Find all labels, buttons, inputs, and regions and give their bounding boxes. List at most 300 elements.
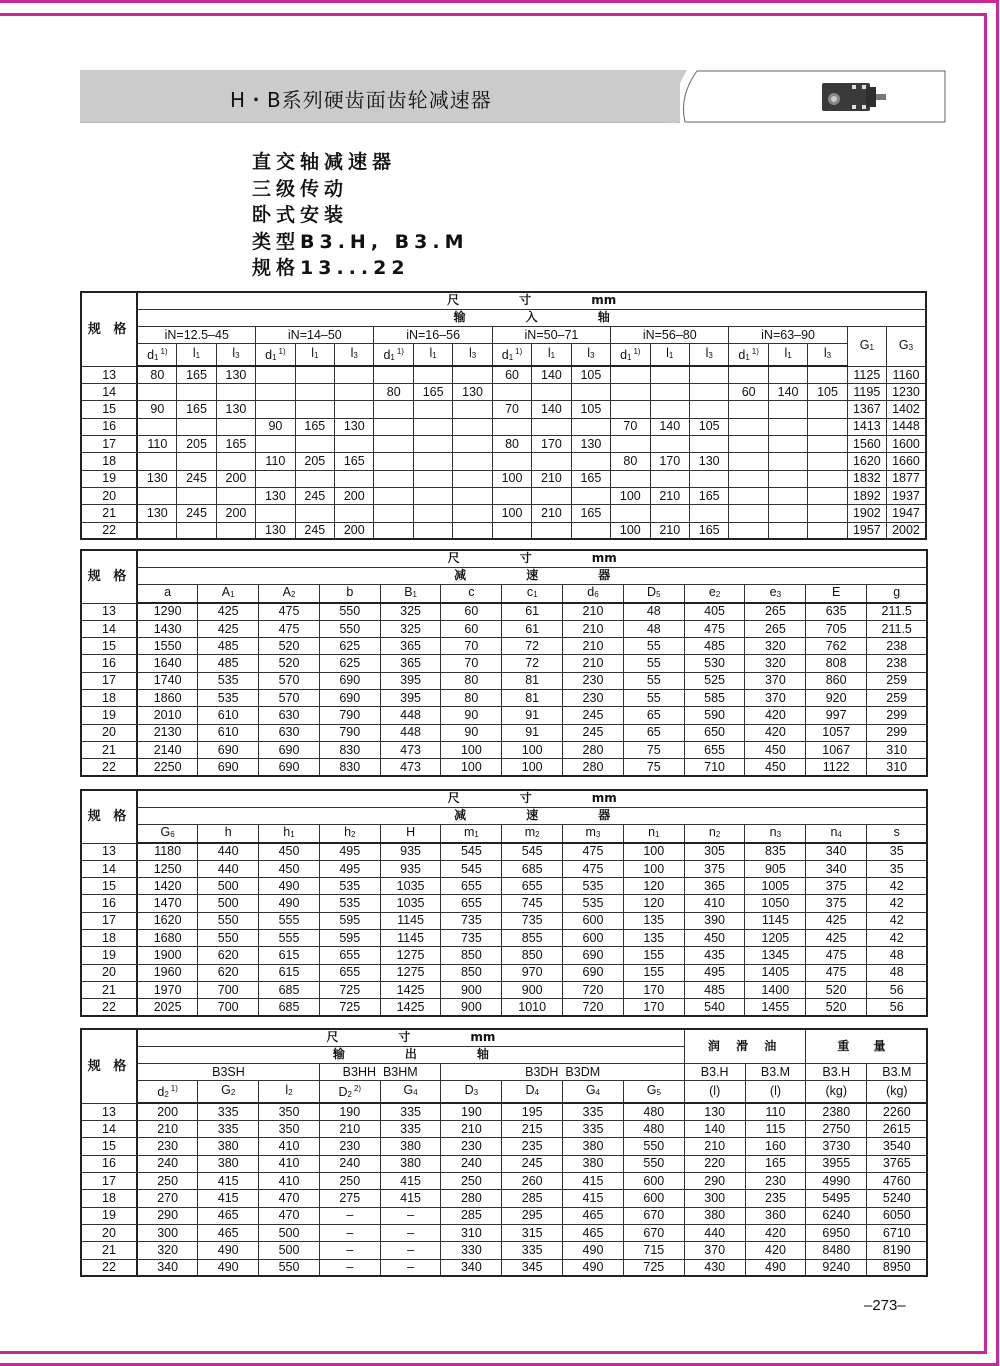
- table-cell: 380: [380, 1155, 441, 1172]
- table-cell: 140: [532, 401, 571, 418]
- table-cell: [768, 436, 807, 453]
- table-cell: 535: [319, 878, 380, 895]
- column-header: [623, 1081, 684, 1104]
- table-cell: 110: [745, 1103, 806, 1120]
- table-cell: 100: [441, 741, 502, 758]
- table-cell: 535: [198, 690, 259, 707]
- table-cell: 375: [806, 895, 867, 912]
- table-cell: 230: [319, 1138, 380, 1155]
- column-symbol: l: [547, 346, 551, 361]
- column-symbol: D: [338, 1085, 348, 1100]
- table-cell: 100: [611, 487, 650, 504]
- table-cell: 1560: [847, 436, 886, 453]
- table-cell: 425: [198, 603, 259, 620]
- table-cell: [216, 418, 255, 435]
- table-cell: 1290: [137, 603, 198, 620]
- column-subscript: 2: [347, 1090, 352, 1100]
- table-cell: 210: [137, 1121, 198, 1138]
- footnote-marker: 1): [278, 347, 286, 357]
- table-row: [81, 1190, 927, 1207]
- column-subscript: 3: [353, 351, 358, 361]
- table-cell: 395: [380, 672, 441, 689]
- table-cell: 410: [259, 1155, 320, 1172]
- table-cell: 415: [563, 1190, 624, 1207]
- column-header: [259, 1081, 320, 1104]
- table-cell: 230: [745, 1173, 806, 1190]
- column-symbol: l: [285, 1083, 289, 1098]
- table-cell: 81: [502, 672, 563, 689]
- table-cell: 310: [867, 741, 928, 758]
- table-cell: 70: [611, 418, 650, 435]
- column-header: [380, 585, 441, 604]
- column-symbol: l: [705, 346, 709, 361]
- table-cell: 6050: [867, 1207, 928, 1224]
- column-subscript: 1: [313, 351, 319, 361]
- table-row: [81, 1207, 927, 1224]
- table-cell: [413, 487, 452, 504]
- table-cell: 1970: [137, 981, 198, 998]
- table-cell: [374, 522, 413, 539]
- table-cell: 630: [259, 724, 320, 741]
- column-subscript: 1: [655, 830, 660, 840]
- column-subscript: 1: [787, 351, 792, 361]
- table-cell: 655: [441, 878, 502, 895]
- table-cell: [295, 384, 334, 401]
- table-cell: [137, 487, 176, 504]
- table-cell: 299: [867, 707, 928, 724]
- table-cell: 720: [563, 999, 624, 1016]
- table-cell: 535: [319, 895, 380, 912]
- table-row: [81, 522, 926, 539]
- table-cell: 390: [684, 912, 745, 929]
- column-symbol: h: [224, 825, 232, 840]
- table-cell: [768, 366, 807, 383]
- table-cell: 655: [502, 878, 563, 895]
- table-cell: 70: [492, 401, 531, 418]
- table-cell: 735: [441, 930, 502, 947]
- table-cell: 485: [198, 655, 259, 672]
- table-cell: 250: [319, 1173, 380, 1190]
- column-symbol: D: [464, 1083, 474, 1098]
- table-cell: 140: [684, 1121, 745, 1138]
- column-symbol: d: [501, 348, 509, 363]
- table-cell: 555: [259, 912, 320, 929]
- table-row: [81, 843, 927, 860]
- table-cell: 500: [259, 1242, 320, 1259]
- footnote-marker: 1): [751, 347, 759, 357]
- column-header: [502, 585, 563, 604]
- table-cell: 230: [563, 672, 624, 689]
- table-cell: 473: [380, 741, 441, 758]
- table-cell: 655: [319, 964, 380, 981]
- table-cell: 430: [684, 1259, 745, 1276]
- table-cell: 550: [198, 930, 259, 947]
- spec-header: 规 格: [81, 550, 137, 603]
- column-symbol: h: [283, 825, 291, 840]
- table-cell: 8190: [867, 1242, 928, 1259]
- column-header: [380, 825, 441, 844]
- table-cell: 211.5: [867, 620, 928, 637]
- table-cell: 850: [441, 947, 502, 964]
- table-cell: 65: [623, 724, 684, 741]
- banner-title: H・B系列硬齿面齿轮减速器: [230, 88, 492, 112]
- table-cell: 420: [745, 724, 806, 741]
- table-cell: 75: [623, 741, 684, 758]
- table-cell: 495: [319, 860, 380, 877]
- column-header: [137, 1081, 198, 1104]
- output-shaft-header: 输 出 轴: [137, 1046, 684, 1063]
- column-symbol: c: [526, 585, 534, 600]
- column-subscript: 1: [745, 353, 750, 363]
- table-cell: –: [319, 1224, 380, 1241]
- table-cell: –: [319, 1242, 380, 1259]
- row-spec-cell: 13: [81, 366, 137, 383]
- column-subscript: 4: [595, 1088, 601, 1098]
- table-cell: 1425: [380, 999, 441, 1016]
- d1-column-header: [256, 344, 295, 367]
- column-subscript: 2: [351, 830, 356, 840]
- table-cell: 500: [198, 878, 259, 895]
- table-cell: 80: [492, 436, 531, 453]
- table-cell: 1455: [745, 999, 806, 1016]
- table-cell: [256, 384, 295, 401]
- table-cell: 335: [380, 1121, 441, 1138]
- table-cell: 8480: [806, 1242, 867, 1259]
- table-cell: 410: [684, 895, 745, 912]
- table-cell: 450: [259, 860, 320, 877]
- table-cell: 56: [867, 999, 928, 1016]
- weight-header: 重 量: [806, 1029, 928, 1064]
- table-cell: 60: [441, 620, 502, 637]
- table-cell: 600: [563, 930, 624, 947]
- table-cell: 115: [745, 1121, 806, 1138]
- input-shaft-header: 输 入 轴: [137, 309, 926, 326]
- row-spec-cell: 20: [81, 724, 137, 741]
- table-cell: 80: [137, 366, 176, 383]
- table-cell: 650: [684, 724, 745, 741]
- table-cell: 72: [502, 638, 563, 655]
- table-cell: 70: [441, 655, 502, 672]
- table-cell: 1067: [806, 741, 867, 758]
- table-cell: 465: [198, 1207, 259, 1224]
- table-cell: 735: [502, 912, 563, 929]
- table-cell: –: [380, 1224, 441, 1241]
- table-cell: [413, 436, 452, 453]
- table-cell: 1050: [745, 895, 806, 912]
- table-cell: 725: [319, 999, 380, 1016]
- lube-b3h-header: B3.H: [684, 1064, 745, 1081]
- table-cell: [571, 453, 610, 470]
- unit-header: (kg): [806, 1081, 867, 1104]
- column-subscript: 3: [235, 351, 240, 361]
- table-cell: 1125: [847, 366, 886, 383]
- table-cell: [295, 366, 334, 383]
- table-cell: 690: [563, 964, 624, 981]
- table-cell: [571, 487, 610, 504]
- d1-column-header: [729, 344, 768, 367]
- column-subscript: 1: [432, 351, 437, 361]
- table-cell: 850: [502, 947, 563, 964]
- column-symbol: G: [160, 825, 171, 840]
- d1-column-header: [611, 344, 650, 367]
- column-subscript: 3: [471, 351, 477, 361]
- row-spec-cell: 18: [81, 930, 137, 947]
- unit-header: (kg): [867, 1081, 928, 1104]
- ratio-group-header: iN=63–90: [729, 327, 847, 344]
- table-cell: 545: [441, 860, 502, 877]
- l1-column-header: [295, 344, 334, 367]
- table-cell: [611, 401, 650, 418]
- dimension-header: 尺 寸 mm: [137, 790, 927, 807]
- table-cell: 490: [198, 1259, 259, 1276]
- table-cell: 130: [335, 418, 374, 435]
- table-cell: 745: [502, 895, 563, 912]
- table-cell: 365: [380, 655, 441, 672]
- table-cell: [729, 418, 768, 435]
- table-cell: [729, 470, 768, 487]
- column-symbol: l: [784, 346, 788, 361]
- column-subscript: 3: [826, 351, 832, 361]
- table-cell: 335: [563, 1121, 624, 1138]
- table-cell: 2260: [867, 1103, 928, 1120]
- column-symbol: G: [403, 1083, 414, 1098]
- table-cell: 900: [441, 999, 502, 1016]
- table-cell: [413, 505, 452, 522]
- column-subscript: 3: [590, 351, 595, 361]
- table-cell: 450: [745, 741, 806, 758]
- table-cell: 465: [198, 1224, 259, 1241]
- table-cell: 1345: [745, 947, 806, 964]
- table-cell: 425: [198, 620, 259, 637]
- table-cell: 690: [319, 672, 380, 689]
- table-cell: 595: [319, 912, 380, 929]
- table-cell: 690: [198, 759, 259, 776]
- table-cell: 1620: [137, 912, 198, 929]
- table-cell: 490: [563, 1259, 624, 1276]
- table-cell: 8950: [867, 1259, 928, 1276]
- table-row: [81, 453, 926, 470]
- table-cell: 259: [867, 672, 928, 689]
- table-cell: 490: [745, 1259, 806, 1276]
- column-subscript: 2: [164, 1090, 169, 1100]
- table-cell: 2010: [137, 707, 198, 724]
- row-spec-cell: 20: [81, 1224, 137, 1241]
- table-cell: 1430: [137, 620, 198, 637]
- table-cell: 1275: [380, 947, 441, 964]
- table-cell: 555: [259, 930, 320, 947]
- table-cell: 345: [502, 1259, 563, 1276]
- table-cell: 240: [137, 1155, 198, 1172]
- table-cell: 6950: [806, 1224, 867, 1241]
- table-cell: 260: [502, 1173, 563, 1190]
- column-header: [319, 825, 380, 844]
- table-cell: 135: [623, 930, 684, 947]
- table-cell: 140: [532, 366, 571, 383]
- table-cell: 830: [319, 741, 380, 758]
- table-cell: [808, 453, 847, 470]
- table-cell: 335: [502, 1242, 563, 1259]
- table-cell: 285: [502, 1190, 563, 1207]
- table-cell: [768, 418, 807, 435]
- table-cell: 1402: [886, 401, 926, 418]
- table-cell: 100: [492, 505, 531, 522]
- table-cell: 448: [380, 707, 441, 724]
- table-cell: 610: [198, 724, 259, 741]
- row-spec-cell: 14: [81, 620, 137, 637]
- table-cell: 245: [563, 724, 624, 741]
- table-cell: 1892: [847, 487, 886, 504]
- table-cell: 105: [689, 418, 728, 435]
- table-cell: [808, 470, 847, 487]
- column-subscript: 2: [290, 590, 296, 600]
- table-cell: 1145: [745, 912, 806, 929]
- table-cell: [729, 522, 768, 539]
- table-cell: 715: [623, 1242, 684, 1259]
- table-cell: 165: [571, 505, 610, 522]
- column-symbol: d: [383, 348, 391, 363]
- table-cell: 105: [571, 401, 610, 418]
- table-cell: 685: [259, 981, 320, 998]
- column-symbol: d: [157, 1085, 165, 1100]
- table-cell: 140: [650, 418, 689, 435]
- table-cell: 335: [198, 1103, 259, 1120]
- table-cell: [532, 384, 571, 401]
- table-row: [81, 1103, 927, 1120]
- table-row: [81, 505, 926, 522]
- table-cell: 475: [684, 620, 745, 637]
- table-cell: [689, 366, 728, 383]
- table-row: [81, 964, 927, 981]
- table-cell: 105: [571, 366, 610, 383]
- footnote-marker: 1): [515, 347, 523, 357]
- column-symbol: n: [708, 825, 716, 840]
- table-cell: 490: [259, 878, 320, 895]
- row-spec-cell: 16: [81, 895, 137, 912]
- title-line-2: 三级传动: [252, 177, 349, 200]
- table-cell: 585: [684, 690, 745, 707]
- l3-column-header: [335, 344, 374, 367]
- table-cell: 440: [684, 1224, 745, 1241]
- table-cell: 238: [867, 655, 928, 672]
- table-cell: [295, 505, 334, 522]
- table-cell: 3955: [806, 1155, 867, 1172]
- table-cell: 60: [441, 603, 502, 620]
- table-row: [81, 860, 927, 877]
- row-spec-cell: 19: [81, 947, 137, 964]
- footnote-marker: 1): [633, 347, 641, 357]
- column-header: [441, 1081, 502, 1104]
- table-cell: 205: [295, 453, 334, 470]
- table-cell: 90: [441, 724, 502, 741]
- table-cell: 165: [177, 401, 216, 418]
- table-cell: 61: [502, 620, 563, 637]
- spec-header: 规 格: [81, 292, 137, 366]
- table-cell: 210: [650, 522, 689, 539]
- table-cell: 475: [806, 964, 867, 981]
- table-cell: 790: [319, 724, 380, 741]
- table-cell: 520: [806, 999, 867, 1016]
- ratio-group-header: iN=50–71: [492, 327, 610, 344]
- table-cell: [335, 384, 374, 401]
- table-cell: 238: [867, 638, 928, 655]
- table-cell: 545: [441, 843, 502, 860]
- column-symbol: m: [585, 825, 596, 840]
- table-cell: 625: [319, 655, 380, 672]
- table-row: [81, 930, 927, 947]
- table-cell: 9240: [806, 1259, 867, 1276]
- column-symbol: d: [620, 348, 628, 363]
- table-cell: 130: [216, 366, 255, 383]
- table-cell: [413, 453, 452, 470]
- group-b3dh-b3dm: B3DH B3DM: [441, 1064, 684, 1081]
- table-cell: 210: [563, 638, 624, 655]
- spec-header: 规 格: [81, 790, 137, 843]
- table-row: [81, 741, 927, 758]
- table-cell: [808, 418, 847, 435]
- table-row: [81, 1224, 927, 1241]
- lube-b3m-header: B3.M: [745, 1064, 806, 1081]
- table-cell: [453, 436, 492, 453]
- reducer-header: 减 速 器: [137, 807, 927, 824]
- table-cell: [137, 418, 176, 435]
- footnote-marker: 1): [160, 347, 168, 357]
- column-subscript: 1: [508, 353, 514, 363]
- row-spec-cell: 21: [81, 981, 137, 998]
- table-cell: [729, 487, 768, 504]
- table-cell: [335, 470, 374, 487]
- column-symbol: c: [468, 585, 475, 600]
- table-cell: 425: [806, 912, 867, 929]
- column-symbol: d: [738, 348, 746, 363]
- column-symbol: l: [429, 346, 433, 361]
- table-cell: 2025: [137, 999, 198, 1016]
- table-cell: [453, 505, 492, 522]
- footnote-marker: 2): [353, 1084, 362, 1094]
- table-cell: 80: [374, 384, 413, 401]
- table-row: [81, 1138, 927, 1155]
- column-header: [806, 825, 867, 844]
- table-cell: [374, 366, 413, 383]
- table-cell: 1640: [137, 655, 198, 672]
- row-spec-cell: 13: [81, 1103, 137, 1120]
- table-cell: 340: [137, 1259, 198, 1276]
- table-cell: 210: [441, 1121, 502, 1138]
- table-cell: 485: [684, 981, 745, 998]
- title-line-1: 直交轴减速器: [252, 151, 397, 173]
- column-header: [502, 825, 563, 844]
- table-row: [81, 878, 927, 895]
- table-cell: 340: [806, 843, 867, 860]
- column-header: [319, 585, 380, 604]
- table-cell: [611, 366, 650, 383]
- table-cell: 90: [256, 418, 295, 435]
- table-row: [81, 981, 927, 998]
- table-cell: 1680: [137, 930, 198, 947]
- table-cell: 550: [198, 912, 259, 929]
- table-cell: 475: [563, 843, 624, 860]
- table-cell: 200: [335, 487, 374, 504]
- table-cell: 1960: [137, 964, 198, 981]
- table-cell: 550: [319, 620, 380, 637]
- table-cell: [374, 505, 413, 522]
- table-cell: 3540: [867, 1138, 928, 1155]
- table-cell: [295, 401, 334, 418]
- table-cell: –: [319, 1259, 380, 1276]
- table-cell: 1035: [380, 895, 441, 912]
- table-cell: 3730: [806, 1138, 867, 1155]
- column-subscript: 5: [656, 590, 661, 600]
- table-cell: 615: [259, 947, 320, 964]
